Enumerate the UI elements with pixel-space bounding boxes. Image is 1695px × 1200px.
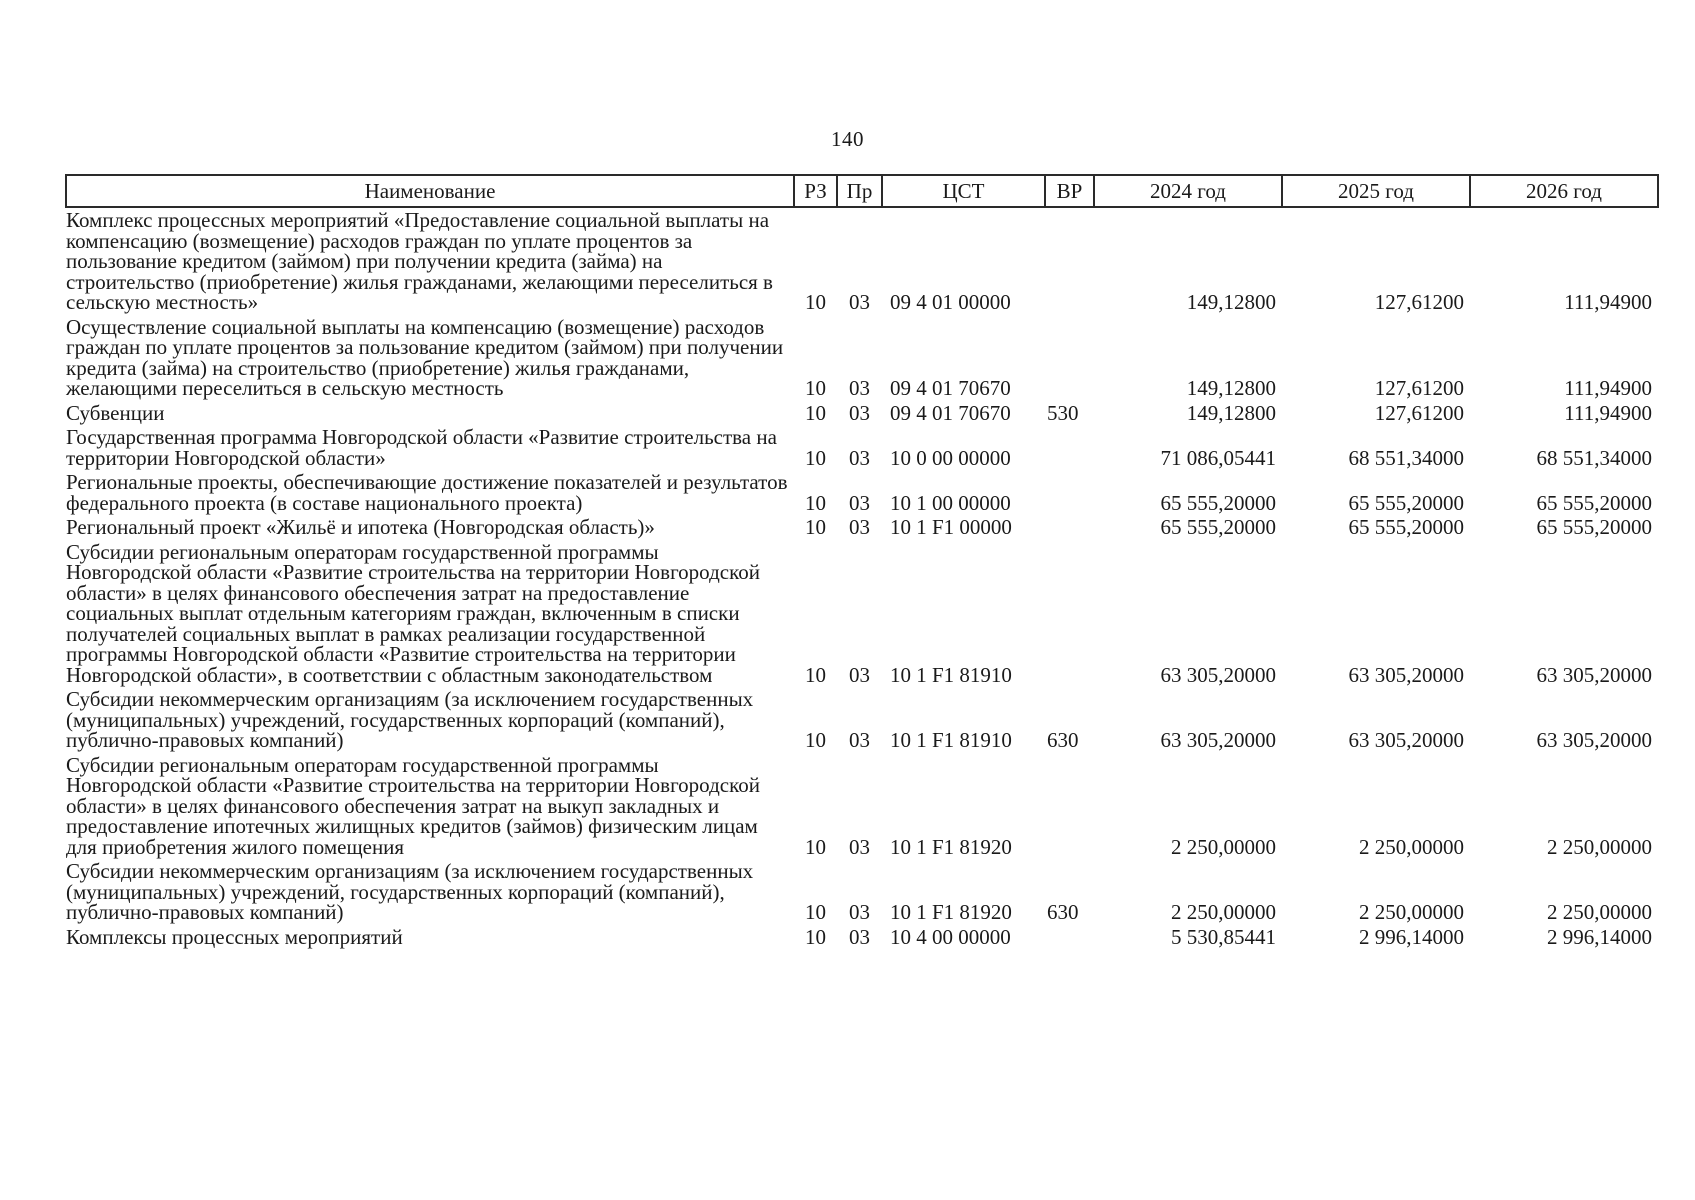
row-name: Государственная программа Новгородской области «Развитие строительства на территории Новгородской области» (66, 425, 777, 470)
row-name: Комплексы процессных мероприятий (66, 924, 403, 949)
row-2026: 2 250,00000 (1547, 834, 1652, 859)
row-2025: 127,61200 (1374, 376, 1464, 400)
header-row (66, 175, 1658, 207)
header-2026: 2026 год (1470, 175, 1658, 207)
row-vr: 630 (1047, 900, 1079, 924)
row-2026: 65 555,20000 (1536, 515, 1652, 539)
table-row (66, 859, 1658, 925)
row-2024: 2 250,00000 (1171, 900, 1276, 924)
row-name: Субсидии некоммерческим организациям (за исключением государственных (муниципальных) учреждений, государственных корпораций (компаний), публично-правовых компаний) (66, 859, 754, 924)
row-2026: 2 250,00000 (1547, 900, 1652, 924)
row-2026: 63 305,20000 (1536, 728, 1652, 752)
row-vr (1045, 925, 1094, 950)
row-2025: 63 305,20000 (1348, 662, 1464, 687)
row-2024: 71 086,05441 (1160, 445, 1276, 470)
row-rz: 10 (805, 834, 826, 859)
budget-table (65, 174, 1659, 949)
row-2026: 111,94900 (1564, 376, 1652, 400)
header-rz: РЗ (794, 175, 837, 207)
table-row (66, 540, 1658, 688)
row-pr: 03 (849, 924, 870, 949)
row-vr (1045, 540, 1094, 688)
header-2024: 2024 год (1094, 175, 1282, 207)
table-row (66, 753, 1658, 860)
row-pr: 03 (849, 900, 870, 924)
row-2025: 127,61200 (1374, 400, 1464, 425)
header-vr: ВР (1045, 175, 1094, 207)
row-name: Комплекс процессных мероприятий «Предоставление социальной выплаты на компенсацию (возмещение) расходов граждан по уплате процентов за пользование кредитом (займом) при получении кредита (займа) на строительство (приобретение) жилья гражданами, желающими переселиться в сельскую местность» (66, 208, 773, 314)
row-2024: 63 305,20000 (1160, 728, 1276, 752)
row-cst: 10 1 F1 81910 (890, 662, 1012, 687)
header-pr: Пр (837, 175, 882, 207)
row-rz: 10 (805, 445, 826, 470)
row-2024: 65 555,20000 (1160, 515, 1276, 539)
table-row (66, 207, 1658, 315)
row-name: Субсидии региональным операторам государственной программы Новгородской области «Развитие строительства на территории Новгородской области» в целях финансового обеспечения затрат на выкуп закладных и предоставление ипотечных жилищных кредитов (займов) физическим лицам для приобретения жилого помещения (66, 752, 760, 859)
row-name: Региональный проект «Жильё и ипотека (Новгородская область)» (66, 515, 655, 539)
row-vr (1045, 207, 1094, 315)
row-name: Субсидии региональным операторам государственной программы Новгородской области «Развитие строительства на территории Новгородской области» в целях финансового обеспечения затрат на предоставление социальных выплат отдельным категориям граждан, включенным в списки получателей социальных выплат в рамках реализации государственной программы Новгородской области «Развитие строительства на территории Новгородской области», в соответствии с областным законодательством (66, 539, 760, 687)
row-2026: 68 551,34000 (1536, 445, 1652, 470)
row-rz: 10 (805, 662, 826, 687)
row-vr (1045, 753, 1094, 860)
row-2026: 111,94900 (1564, 400, 1652, 425)
header-2025: 2025 год (1282, 175, 1470, 207)
row-pr: 03 (849, 490, 870, 515)
row-2024: 2 250,00000 (1171, 834, 1276, 859)
row-pr: 03 (849, 445, 870, 470)
row-2024: 5 530,85441 (1171, 924, 1276, 949)
row-2025: 2 250,00000 (1359, 834, 1464, 859)
row-2025: 127,61200 (1374, 290, 1464, 314)
row-2026: 65 555,20000 (1536, 490, 1652, 515)
row-vr: 630 (1047, 728, 1079, 752)
row-pr: 03 (849, 728, 870, 752)
row-cst: 10 1 F1 81910 (890, 728, 1012, 752)
row-cst: 10 4 00 00000 (890, 924, 1011, 949)
table-row (66, 401, 1658, 426)
row-2025: 2 250,00000 (1359, 900, 1464, 924)
table-row (66, 315, 1658, 401)
table-row (66, 687, 1658, 753)
table-body (66, 207, 1658, 949)
row-2026: 2 996,14000 (1547, 924, 1652, 949)
row-pr: 03 (849, 376, 870, 400)
row-name: Субсидии некоммерческим организациям (за исключением государственных (муниципальных) учреждений, государственных корпораций (компаний), публично-правовых компаний) (66, 687, 754, 752)
row-rz: 10 (805, 490, 826, 515)
row-2025: 68 551,34000 (1348, 445, 1464, 470)
row-2026: 111,94900 (1564, 290, 1652, 314)
row-vr (1045, 515, 1094, 540)
row-2024: 63 305,20000 (1160, 662, 1276, 687)
row-vr (1045, 425, 1094, 470)
row-pr: 03 (849, 662, 870, 687)
row-pr: 03 (849, 515, 870, 539)
row-2024: 149,12800 (1186, 376, 1276, 400)
row-cst: 09 4 01 70670 (890, 376, 1011, 400)
row-cst: 10 0 00 00000 (890, 445, 1011, 470)
table-row (66, 425, 1658, 470)
row-vr: 530 (1047, 400, 1079, 425)
row-cst: 10 1 F1 81920 (890, 900, 1012, 924)
row-rz: 10 (805, 515, 826, 539)
header-cst: ЦСТ (882, 175, 1045, 207)
table-row (66, 470, 1658, 515)
row-cst: 09 4 01 00000 (890, 290, 1011, 314)
row-2025: 63 305,20000 (1348, 728, 1464, 752)
row-rz: 10 (805, 924, 826, 949)
table-header (66, 175, 1658, 207)
row-2025: 65 555,20000 (1348, 490, 1464, 515)
row-pr: 03 (849, 400, 870, 425)
row-2024: 149,12800 (1186, 400, 1276, 425)
row-name: Осуществление социальной выплаты на компенсацию (возмещение) расходов граждан по уплате процентов за пользование кредитом (займом) при получении кредита (займа) на строительство (приобретение) жилья гражданами, желающими переселиться в сельскую местность (66, 314, 784, 400)
row-rz: 10 (805, 376, 826, 400)
row-2025: 2 996,14000 (1359, 924, 1464, 949)
header-name: Наименование (66, 175, 794, 207)
row-pr: 03 (849, 834, 870, 859)
row-cst: 10 1 F1 81920 (890, 834, 1012, 859)
row-vr (1045, 315, 1094, 401)
row-pr: 03 (849, 290, 870, 314)
row-cst: 10 1 00 00000 (890, 490, 1011, 515)
table-row (66, 515, 1658, 540)
row-2025: 65 555,20000 (1348, 515, 1464, 539)
row-rz: 10 (805, 728, 826, 752)
row-cst: 10 1 F1 00000 (890, 515, 1012, 539)
row-2024: 65 555,20000 (1160, 490, 1276, 515)
row-name: Субвенции (66, 400, 165, 425)
row-rz: 10 (805, 400, 826, 425)
row-name: Региональные проекты, обеспечивающие достижение показателей и результатов федерального проекта (в составе национального проекта) (66, 470, 788, 515)
row-cst: 09 4 01 70670 (890, 400, 1011, 425)
row-2026: 63 305,20000 (1536, 662, 1652, 687)
row-2024: 149,12800 (1186, 290, 1276, 314)
row-vr (1045, 470, 1094, 515)
row-rz: 10 (805, 900, 826, 924)
table-row (66, 925, 1658, 950)
row-rz: 10 (805, 290, 826, 314)
page-number: 140 (831, 127, 864, 151)
